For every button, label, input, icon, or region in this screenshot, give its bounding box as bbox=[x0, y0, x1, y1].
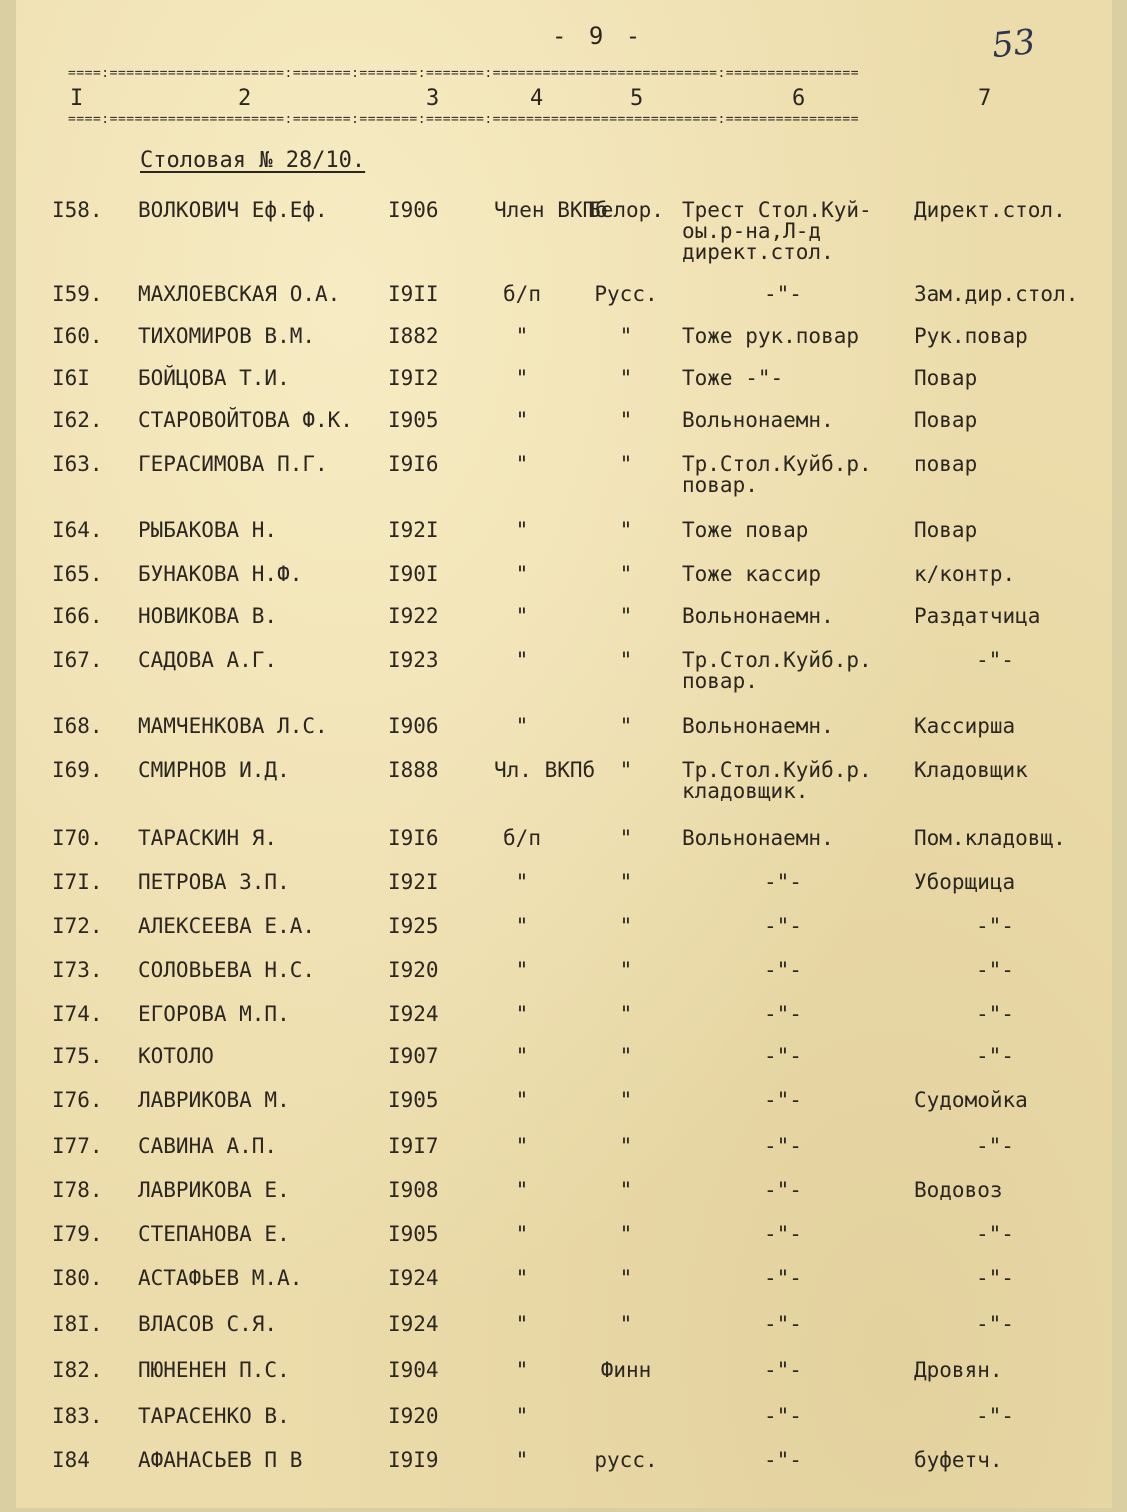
nationality: " bbox=[619, 1088, 633, 1112]
previous-workplace: -"- bbox=[764, 1448, 802, 1472]
table-row bbox=[16, 760, 1112, 820]
row-number: I68. bbox=[52, 714, 103, 738]
previous-workplace: -"- bbox=[764, 1404, 802, 1428]
position: -"- bbox=[976, 1312, 1014, 1336]
previous-workplace: Тр.Стол.Куйб.р. кладовщик. bbox=[682, 758, 872, 803]
previous-workplace: Вольнонаемн. bbox=[682, 714, 834, 738]
party-affiliation: " bbox=[515, 1088, 529, 1112]
section-title: Столовая № 28/10. bbox=[140, 148, 366, 173]
row-number: I59. bbox=[52, 282, 103, 306]
party-affiliation: б/п bbox=[503, 826, 541, 850]
previous-workplace: Тр.Стол.Куйб.р. повар. bbox=[682, 452, 872, 497]
nationality: " bbox=[619, 1134, 633, 1158]
previous-workplace: -"- bbox=[764, 1134, 802, 1158]
position: Уборщица bbox=[914, 870, 1016, 894]
birth-year: I924 bbox=[388, 1312, 439, 1336]
nationality: " bbox=[619, 452, 633, 476]
birth-year: I9II bbox=[388, 282, 439, 306]
birth-year: I920 bbox=[388, 958, 439, 982]
previous-workplace: -"- bbox=[764, 870, 802, 894]
person-name: РЫБАКОВА Н. bbox=[138, 518, 278, 542]
column-header-3: 3 bbox=[426, 86, 440, 111]
nationality: Финн bbox=[600, 1358, 652, 1382]
birth-year: I882 bbox=[388, 324, 439, 348]
row-number: I83. bbox=[52, 1404, 103, 1428]
row-number: I72. bbox=[52, 914, 103, 938]
nationality: " bbox=[619, 1266, 633, 1290]
table-row bbox=[16, 1450, 1112, 1510]
person-name: ТИХОМИРОВ В.М. bbox=[138, 324, 316, 348]
person-name: МАМЧЕНКОВА Л.С. bbox=[138, 714, 328, 738]
birth-year: I925 bbox=[388, 914, 439, 938]
row-number: I7I. bbox=[52, 870, 103, 894]
position: -"- bbox=[976, 648, 1014, 672]
party-affiliation: " bbox=[515, 870, 529, 894]
position: -"- bbox=[976, 1404, 1014, 1428]
position: Пом.кладовщ. bbox=[914, 826, 1066, 850]
person-name: АЛЕКСЕЕВА Е.А. bbox=[138, 914, 316, 938]
previous-workplace: -"- bbox=[764, 1002, 802, 1026]
person-name: ВОЛКОВИЧ Еф.Еф. bbox=[138, 198, 328, 222]
nationality: " bbox=[619, 914, 633, 938]
row-number: I79. bbox=[52, 1222, 103, 1246]
person-name: ЕГОРОВА М.П. bbox=[138, 1002, 290, 1026]
previous-workplace: Вольнонаемн. bbox=[682, 604, 834, 628]
person-name: ПЮНЕНЕН П.С. bbox=[138, 1358, 290, 1382]
person-name: БОЙЦОВА Т.И. bbox=[138, 366, 290, 390]
previous-workplace: Трест Стол.Куй- оы.р-на,Л-д директ.стол. bbox=[682, 198, 872, 264]
column-header-7: 7 bbox=[978, 86, 992, 111]
birth-year: I9I7 bbox=[388, 1134, 439, 1158]
birth-year: I908 bbox=[388, 1178, 439, 1202]
position: к/контр. bbox=[914, 562, 1016, 586]
previous-workplace: Тоже кассир bbox=[682, 562, 822, 586]
nationality: " bbox=[619, 714, 633, 738]
party-affiliation: " bbox=[515, 1358, 529, 1382]
previous-workplace: -"- bbox=[764, 1044, 802, 1068]
party-affiliation: " bbox=[515, 914, 529, 938]
birth-year: I922 bbox=[388, 604, 439, 628]
birth-year: I9I6 bbox=[388, 826, 439, 850]
birth-year: I92I bbox=[388, 870, 439, 894]
previous-workplace: -"- bbox=[764, 282, 802, 306]
party-affiliation: " bbox=[515, 714, 529, 738]
birth-year: I90I bbox=[388, 562, 439, 586]
nationality: " bbox=[619, 870, 633, 894]
position: Кладовщик bbox=[914, 758, 1028, 782]
column-header-1: I bbox=[70, 86, 84, 111]
party-affiliation: " bbox=[515, 1448, 529, 1472]
row-number: I78. bbox=[52, 1178, 103, 1202]
position: -"- bbox=[976, 958, 1014, 982]
birth-year: I906 bbox=[388, 714, 439, 738]
nationality: " bbox=[619, 518, 633, 542]
person-name: АСТАФЬЕВ М.А. bbox=[138, 1266, 303, 1290]
birth-year: I9I6 bbox=[388, 452, 439, 476]
previous-workplace: -"- bbox=[764, 958, 802, 982]
birth-year: I905 bbox=[388, 408, 439, 432]
nationality: " bbox=[619, 604, 633, 628]
table-row bbox=[16, 454, 1112, 514]
party-affiliation: " bbox=[515, 562, 529, 586]
previous-workplace: -"- bbox=[764, 1358, 802, 1382]
person-name: ТАРАСКИН Я. bbox=[138, 826, 278, 850]
nationality: " bbox=[619, 1222, 633, 1246]
table-row bbox=[16, 650, 1112, 710]
party-affiliation: Чл. ВКПб bbox=[494, 758, 596, 782]
person-name: СТАРОВОЙТОВА Ф.К. bbox=[138, 408, 353, 432]
document-page bbox=[16, 0, 1112, 1508]
person-name: ЛАВРИКОВА М. bbox=[138, 1088, 290, 1112]
position: Повар bbox=[914, 408, 978, 432]
position: Кассирша bbox=[914, 714, 1016, 738]
row-number: I84 bbox=[52, 1448, 90, 1472]
position: -"- bbox=[976, 914, 1014, 938]
nationality: Белор. bbox=[588, 198, 664, 222]
person-name: ПЕТРОВА З.П. bbox=[138, 870, 290, 894]
birth-year: I92I bbox=[388, 518, 439, 542]
party-affiliation: " bbox=[515, 1044, 529, 1068]
nationality: " bbox=[619, 408, 633, 432]
person-name: ВЛАСОВ С.Я. bbox=[138, 1312, 278, 1336]
position: Водовоз bbox=[914, 1178, 1003, 1202]
nationality: " bbox=[619, 366, 633, 390]
person-name: АФАНАСЬЕВ П В bbox=[138, 1448, 303, 1472]
position: буфетч. bbox=[914, 1448, 1003, 1472]
page-number: - 9 - bbox=[552, 22, 645, 50]
birth-year: I888 bbox=[388, 758, 439, 782]
previous-workplace: Тоже -"- bbox=[682, 366, 784, 390]
party-affiliation: " bbox=[515, 518, 529, 542]
birth-year: I905 bbox=[388, 1222, 439, 1246]
row-number: I58. bbox=[52, 198, 103, 222]
person-name: МАХЛОЕВСКАЯ О.А. bbox=[138, 282, 341, 306]
birth-year: I9I9 bbox=[388, 1448, 439, 1472]
previous-workplace: -"- bbox=[764, 1088, 802, 1112]
row-number: I62. bbox=[52, 408, 103, 432]
header-rule-top: ====:=====================:=======:=======:=======:===========================:================ bbox=[68, 66, 860, 81]
row-number: I64. bbox=[52, 518, 103, 542]
position: Повар bbox=[914, 366, 978, 390]
row-number: I80. bbox=[52, 1266, 103, 1290]
party-affiliation: " bbox=[515, 324, 529, 348]
party-affiliation: Член ВКПб bbox=[494, 198, 608, 222]
nationality: " bbox=[619, 1044, 633, 1068]
table-row bbox=[16, 198, 1112, 264]
position: Зам.дир.стол. bbox=[914, 282, 1079, 306]
row-number: I60. bbox=[52, 324, 103, 348]
birth-year: I9I2 bbox=[388, 366, 439, 390]
previous-workplace: -"- bbox=[764, 1266, 802, 1290]
position: -"- bbox=[976, 1222, 1014, 1246]
previous-workplace: -"- bbox=[764, 1312, 802, 1336]
party-affiliation: " bbox=[515, 604, 529, 628]
nationality: русс. bbox=[594, 1448, 658, 1472]
row-number: I65. bbox=[52, 562, 103, 586]
position: Рук.повар bbox=[914, 324, 1028, 348]
row-number: I6I bbox=[52, 366, 90, 390]
previous-workplace: Вольнонаемн. bbox=[682, 826, 834, 850]
column-header-2: 2 bbox=[238, 86, 252, 111]
position: Судомойка bbox=[914, 1088, 1028, 1112]
person-name: СМИРНОВ И.Д. bbox=[138, 758, 290, 782]
row-number: I70. bbox=[52, 826, 103, 850]
person-name: БУНАКОВА Н.Ф. bbox=[138, 562, 303, 586]
column-header-4: 4 bbox=[530, 86, 544, 111]
birth-year: I920 bbox=[388, 1404, 439, 1428]
party-affiliation: " bbox=[515, 408, 529, 432]
party-affiliation: " bbox=[515, 648, 529, 672]
previous-workplace: Тр.Стол.Куйб.р. повар. bbox=[682, 648, 872, 693]
row-number: I66. bbox=[52, 604, 103, 628]
header-rule-bottom: ====:=====================:=======:=======:=======:===========================:================ bbox=[68, 112, 860, 127]
person-name: КОТОЛО bbox=[138, 1044, 214, 1068]
row-number: I77. bbox=[52, 1134, 103, 1158]
previous-workplace: Тоже рук.повар bbox=[682, 324, 860, 348]
birth-year: I904 bbox=[388, 1358, 439, 1382]
nationality: " bbox=[619, 758, 633, 782]
person-name: СОЛОВЬЕВА Н.С. bbox=[138, 958, 316, 982]
party-affiliation: " bbox=[515, 1404, 529, 1428]
nationality: " bbox=[619, 958, 633, 982]
party-affiliation: " bbox=[515, 1134, 529, 1158]
position: Дровян. bbox=[914, 1358, 1003, 1382]
row-number: I8I. bbox=[52, 1312, 103, 1336]
position: -"- bbox=[976, 1266, 1014, 1290]
row-number: I73. bbox=[52, 958, 103, 982]
birth-year: I905 bbox=[388, 1088, 439, 1112]
party-affiliation: " bbox=[515, 1222, 529, 1246]
nationality: " bbox=[619, 1312, 633, 1336]
position: Повар bbox=[914, 518, 978, 542]
nationality: " bbox=[619, 324, 633, 348]
position: Директ.стол. bbox=[914, 198, 1066, 222]
nationality: " bbox=[619, 648, 633, 672]
nationality: " bbox=[619, 1002, 633, 1026]
nationality: Русс. bbox=[594, 282, 658, 306]
previous-workplace: -"- bbox=[764, 1178, 802, 1202]
birth-year: I924 bbox=[388, 1266, 439, 1290]
nationality: " bbox=[619, 1178, 633, 1202]
person-name: ТАРАСЕНКО В. bbox=[138, 1404, 290, 1428]
person-name: НОВИКОВА В. bbox=[138, 604, 278, 628]
column-header-6: 6 bbox=[792, 86, 806, 111]
column-header-5: 5 bbox=[630, 86, 644, 111]
person-name: ЛАВРИКОВА Е. bbox=[138, 1178, 290, 1202]
handwritten-sheet-number: 53 bbox=[990, 21, 1038, 67]
previous-workplace: Вольнонаемн. bbox=[682, 408, 834, 432]
party-affiliation: " bbox=[515, 958, 529, 982]
party-affiliation: " bbox=[515, 1178, 529, 1202]
row-number: I75. bbox=[52, 1044, 103, 1068]
position: -"- bbox=[976, 1134, 1014, 1158]
position: -"- bbox=[976, 1002, 1014, 1026]
previous-workplace: -"- bbox=[764, 914, 802, 938]
person-name: СТЕПАНОВА Е. bbox=[138, 1222, 290, 1246]
party-affiliation: " bbox=[515, 1002, 529, 1026]
row-number: I67. bbox=[52, 648, 103, 672]
party-affiliation: " bbox=[515, 1312, 529, 1336]
row-number: I69. bbox=[52, 758, 103, 782]
previous-workplace: Тоже повар bbox=[682, 518, 809, 542]
row-number: I63. bbox=[52, 452, 103, 476]
person-name: САВИНА А.П. bbox=[138, 1134, 278, 1158]
position: Раздатчица bbox=[914, 604, 1041, 628]
nationality: " bbox=[619, 826, 633, 850]
birth-year: I907 bbox=[388, 1044, 439, 1068]
party-affiliation: б/п bbox=[503, 282, 541, 306]
position: повар bbox=[914, 452, 978, 476]
row-number: I76. bbox=[52, 1088, 103, 1112]
row-number: I82. bbox=[52, 1358, 103, 1382]
birth-year: I923 bbox=[388, 648, 439, 672]
previous-workplace: -"- bbox=[764, 1222, 802, 1246]
nationality: " bbox=[619, 562, 633, 586]
person-name: ГЕРАСИМОВА П.Г. bbox=[138, 452, 328, 476]
party-affiliation: " bbox=[515, 1266, 529, 1290]
party-affiliation: " bbox=[515, 366, 529, 390]
birth-year: I906 bbox=[388, 198, 439, 222]
person-name: САДОВА А.Г. bbox=[138, 648, 278, 672]
row-number: I74. bbox=[52, 1002, 103, 1026]
party-affiliation: " bbox=[515, 452, 529, 476]
birth-year: I924 bbox=[388, 1002, 439, 1026]
position: -"- bbox=[976, 1044, 1014, 1068]
